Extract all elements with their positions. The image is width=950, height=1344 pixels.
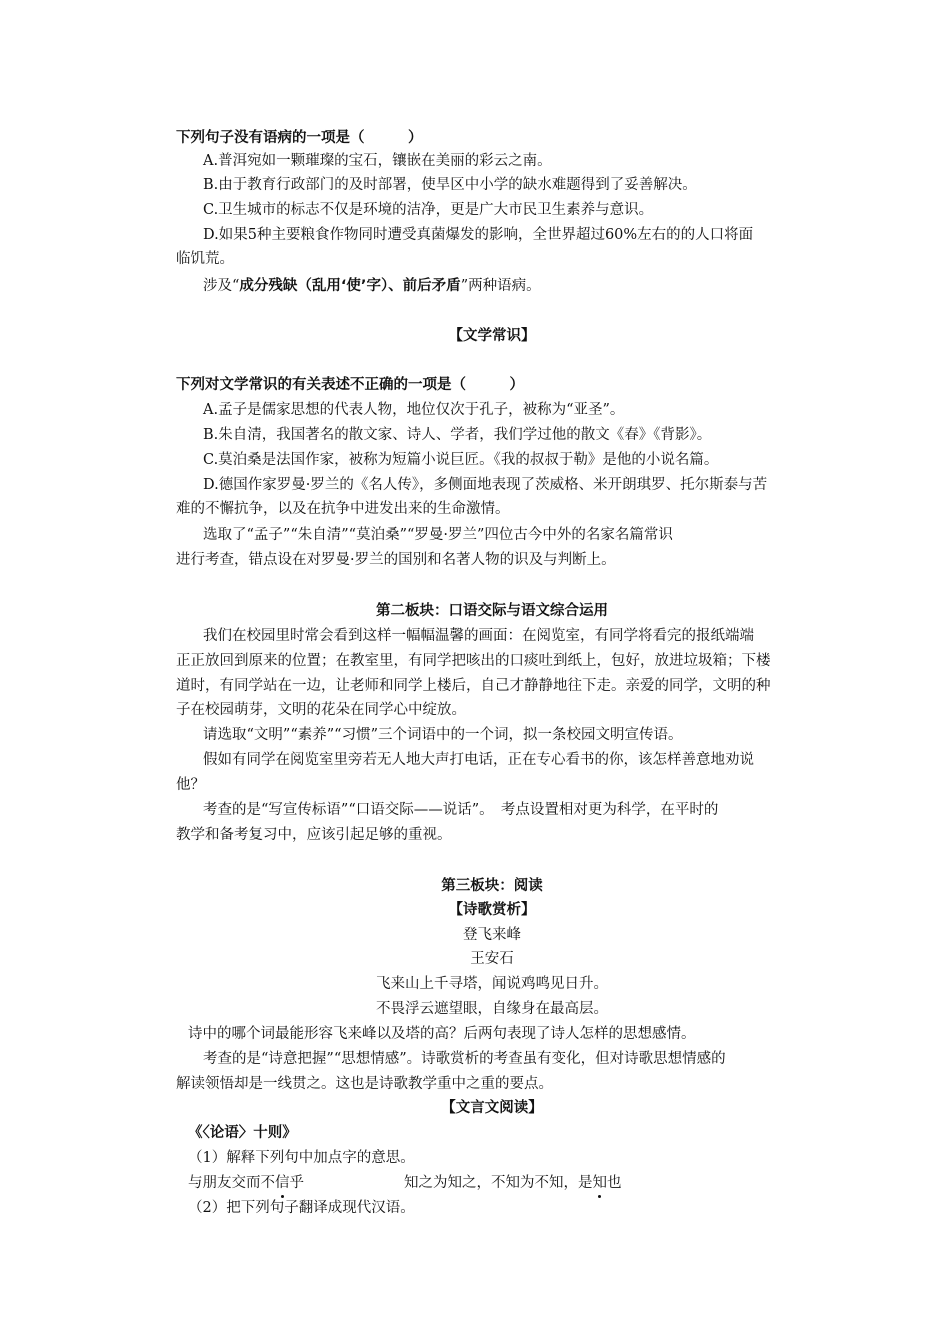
lit-option-a: A.孟子是儒家思想的代表人物，地位仅次于孔子，被称为“亚圣”。 [203,402,625,418]
poetry-question: 诗中的哪个词最能形容飞来峰以及塔的高？后两句表现了诗人怎样的思想感情。 [188,1026,696,1042]
poem-line2: 不畏浮云遮望眼，自缘身在最高层。 [376,1001,608,1017]
explain-sentence-2 [404,1172,704,1194]
poetry-heading: 【诗歌赏析】 [448,902,536,918]
sentence2-post: 也 [607,1175,622,1191]
scene-line3: 道时，有同学站在一边，让老师和同学上楼后，自己才静静地往下走。亲爱的同学，文明的种 [176,678,771,694]
lit-note-line2: 进行考查，错点设在对罗曼·罗兰的国别和名著人物的识及与判断上。 [176,552,616,568]
poem-title: 登飞来峰 [463,927,521,943]
poem-author: 王安石 [470,951,514,967]
lit-option-b: B.朱自清，我国著名的散文家、诗人、学者，我们学过他的散文《春》《背影》。 [203,427,712,443]
option-d-line2: 临饥荒。 [176,251,234,267]
task-persuade-line2: 他？ [176,777,205,793]
lunyu-title: 《〈论语〉十则》 [188,1125,297,1141]
question-grammar: 下列句子没有语病的一项是（ ） [176,130,423,146]
note-prefix: 涉及“ [203,278,240,294]
grammar-note [203,275,808,297]
poetry-note-line1: 考查的是“诗意把握”“思想情感”。诗歌赏析的考查虽有变化，但对诗歌思想情感的 [203,1051,726,1067]
lit-option-d-line2: 难的不懈抗争，以及在抗争中进发出来的生命激情。 [176,501,510,517]
poetry-note-line2: 解读领悟却是一线贯之。这也是诗歌教学重中之重的要点。 [176,1076,553,1092]
sentence1-post: 乎 [289,1175,304,1191]
classical-heading: 【文言文阅读】 [441,1100,543,1116]
dotted-char-xin: 信 [275,1172,290,1194]
question-literature: 下列对文学常识的有关表述不正确的一项是（ ） [176,377,524,393]
scene-line2: 正正放回到原来的位置；在教室里，有同学把咳出的口痰吐到纸上，包好，放进垃圾箱；下楼 [176,653,771,669]
block2-note-line1: 考查的是“写宣传标语”“口语交际——说话”。 考点设置相对更为科学，在平时的 [203,802,719,818]
lit-option-c: C.莫泊桑是法国作家，被称为短篇小说巨匠。《我的叔叔于勒》是他的小说名篇。 [203,452,719,468]
explain-sentence-1 [188,1172,388,1194]
block2-note-line2: 教学和备考复习中，应该引起足够的重视。 [176,827,452,843]
literature-heading: 【文学常识】 [448,328,536,344]
task-persuade-line1: 假如有同学在阅览室里旁若无人地大声打电话，正在专心看书的你，该怎样善意地劝说 [203,752,754,768]
scene-line4: 子在校园萌芽，文明的花朵在同学心中绽放。 [176,702,466,718]
question-translate: （2）把下列句子翻译成现代汉语。 [188,1200,415,1216]
option-b: B.由于教育行政部门的及时部署，使旱区中小学的缺水难题得到了妥善解决。 [203,177,697,193]
option-d-line1: D.如果5种主要粮食作物同时遭受真菌爆发的影响，全世界超过60%左右的的人口将面 [203,227,754,243]
lit-note-line1: 选取了“孟子”“朱自清”“莫泊桑”“罗曼·罗兰”四位古今中外的名家名篇常识 [203,527,673,543]
sentence1-pre: 与朋友交而不 [188,1175,275,1191]
option-a: A.普洱宛如一颗璀璨的宝石，镶嵌在美丽的彩云之南。 [203,153,552,169]
lit-option-d-line1: D.德国作家罗曼·罗兰的《名人传》，多侧面地表现了茨威格、米开朗琪罗、托尔斯泰与苦 [203,477,768,493]
task-slogan: 请选取“文明”“素养”“习惯”三个词语中的一个词，拟一条校园文明宣传语。 [203,727,683,743]
block3-heading: 第三板块：阅读 [441,878,543,894]
note-bold: 成分残缺（乱用‘使’字）、前后矛盾 [239,278,461,294]
option-c: C.卫生城市的标志不仅是环境的洁净，更是广大市民卫生素养与意识。 [203,202,654,218]
poem-line1: 飞来山上千寻塔，闻说鸡鸣见日升。 [376,976,608,992]
block2-heading: 第二板块：口语交际与语文综合运用 [376,603,608,619]
question-explain: （1）解释下列句中加点字的意思。 [188,1150,415,1166]
scene-line1: 我们在校园里时常会看到这样一幅幅温馨的画面：在阅览室，有同学将看完的报纸端端 [203,628,754,644]
dotted-char-zhi: 知 [593,1172,608,1194]
sentence2-pre: 知之为知之，不知为不知，是 [404,1175,593,1191]
note-suffix: ”两种语病。 [460,278,541,294]
